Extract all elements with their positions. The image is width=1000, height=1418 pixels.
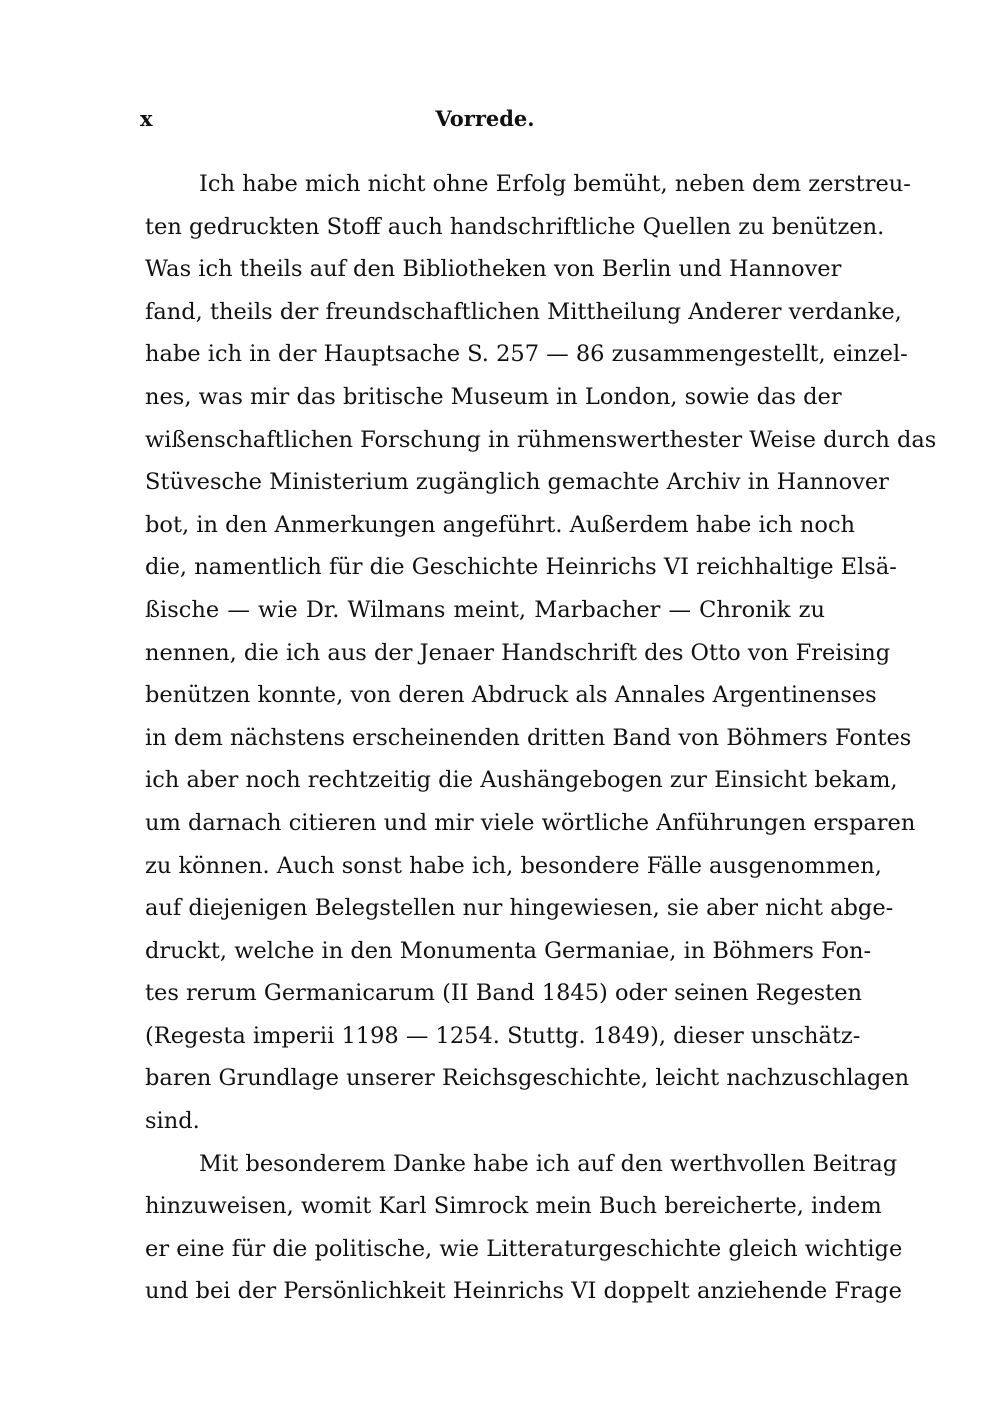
text-line: er eine für die politische, wie Litteraturgeschichte gleich wichtige: [145, 1235, 903, 1262]
text-line: nennen, die ich aus der Jenaer Handschrift des Otto von Freising: [145, 639, 891, 666]
text-line: tes rerum Germanicarum (II Band 1845) oder seinen Regesten: [145, 980, 863, 1007]
page-number: x: [140, 106, 154, 131]
text-line: bot, in den Anmerkungen angeführt. Außerdem habe ich noch: [145, 511, 856, 538]
text-line: benützen konnte, von deren Abdruck als Annales Argentinenses: [145, 682, 877, 709]
text-line: ßische — wie Dr. Wilmans meint, Marbacher — Chronik zu: [145, 596, 825, 623]
text-line: Ich habe mich nicht ohne Erfolg bemüht, neben dem zerstreu-: [199, 171, 911, 197]
text-line: fand, theils der freundschaftlichen Mittheilung Anderer verdanke,: [145, 298, 902, 325]
text-line: ich aber noch rechtzeitig die Aushängebogen zur Einsicht bekam,: [145, 767, 898, 794]
text-line: ten gedruckten Stoff auch handschriftliche Quellen zu benützen.: [145, 213, 885, 240]
text-line: um darnach citieren und mir viele wörtliche Anführungen ersparen: [145, 809, 916, 836]
text-line: baren Grundlage unserer Reichsgeschichte, leicht nachzuschlagen: [145, 1065, 910, 1092]
text-line: habe ich in der Hauptsache S. 257 — 86 zusammengestellt, einzel-: [145, 341, 908, 368]
text-line: die, namentlich für die Geschichte Heinrichs VI reichhaltige Elsä-: [145, 554, 897, 581]
text-line: wißenschaftlichen Forschung in rühmenswerthester Weise durch das: [145, 426, 937, 453]
text-line: nes, was mir das britische Museum in London, sowie das der: [145, 383, 842, 410]
running-title: Vorrede.: [435, 106, 535, 131]
text-line: (Regesta imperii 1198 — 1254. Stuttg. 1849), dieser unschätz-: [145, 1022, 861, 1049]
text-line: auf diejenigen Belegstellen nur hingewiesen, sie aber nicht abge-: [145, 895, 894, 922]
text-line: Mit besonderem Danke habe ich auf den werthvollen Beitrag: [199, 1150, 898, 1177]
text-line: druckt, welche in den Monumenta Germaniae, in Böhmers Fon-: [145, 937, 872, 964]
text-line: hinzuweisen, womit Karl Simrock mein Buch bereicherte, indem: [145, 1193, 882, 1220]
text-line: und bei der Persönlichkeit Heinrichs VI doppelt anziehende Frage: [145, 1278, 902, 1305]
body-text: [145, 163, 937, 1313]
text-line: in dem nächstens erscheinenden dritten Band von Böhmers Fontes: [145, 724, 912, 751]
text-line: sind.: [145, 1108, 200, 1135]
page-header: [140, 106, 830, 136]
text-line: Was ich theils auf den Bibliotheken von Berlin und Hannover: [145, 256, 842, 283]
text-line: zu können. Auch sonst habe ich, besondere Fälle ausgenommen,: [145, 852, 882, 879]
text-line: Stüvesche Ministerium zugänglich gemachte Archiv in Hannover: [145, 469, 889, 496]
